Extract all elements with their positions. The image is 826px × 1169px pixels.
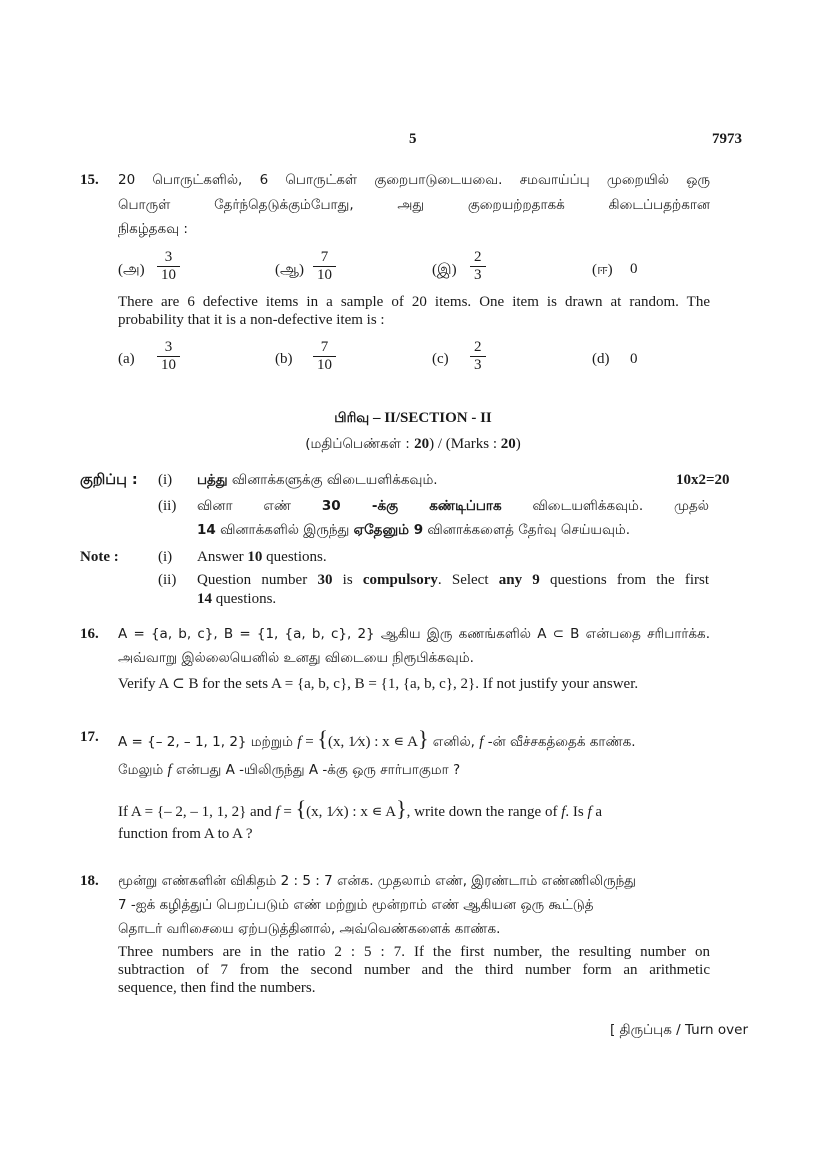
- q15-en-option-b-label: (b): [275, 351, 293, 367]
- q17-en-pair-close: ) : x ∊ A: [343, 804, 397, 820]
- q16-tamil-line-2: அவ்வாறு இல்லையெனில் உனது விடையை நிரூபிக்கவும்.: [118, 650, 474, 666]
- question-number-16: 16.: [80, 626, 99, 642]
- q15-en-option-a-fraction: [157, 339, 180, 374]
- set-brace-open-icon: {: [317, 726, 328, 751]
- q18-english-line-1: Three numbers are in the ratio 2 : 5 : 7. If the first number, the resulting number on: [118, 944, 710, 960]
- q15-ta-option-c-fraction: [470, 249, 486, 284]
- q15-ta-option-a-fraction: [157, 249, 180, 284]
- section-title: [0, 408, 826, 428]
- q18-tamil-line-3: தொடர் வரிசையை ஏற்படுத்தினால், அவ்வெண்களைக் காண்க.: [118, 921, 501, 937]
- q17-en-equals: =: [279, 804, 296, 820]
- q15-tamil-line-1: 20 பொருட்களில், 6 பொருட்கள் குறைபாடுடையவை. சமவாய்ப்பு முறையில் ஒரு: [118, 172, 710, 188]
- q15-ta-option-b-fraction: [313, 249, 336, 284]
- note-en-i-text: [197, 549, 327, 566]
- note-en-ii-bold-30: 30: [317, 572, 333, 588]
- note-en-i-label: (i): [158, 549, 173, 565]
- marks-close: ): [515, 436, 521, 452]
- q15-en-option-c-fraction: [470, 339, 486, 374]
- q18-english-line-2: subtraction of 7 from the second number and the third number form an arithmetic: [118, 962, 710, 978]
- q15-ta-option-a-label: (அ): [118, 262, 145, 278]
- note-en-ii-bold-14: 14: [197, 591, 212, 607]
- section-marks: [0, 434, 826, 454]
- q17-en-f-symbol-3: f: [587, 804, 592, 820]
- q15-tamil-line-2: பொருள் தேர்ந்தெடுக்கும்போது, அது குறையற்றதாகக் கிடைப்பதற்கான: [118, 197, 710, 213]
- fraction-denominator: 10: [313, 356, 336, 374]
- q17-en-reciprocal: 1⁄x: [326, 804, 344, 820]
- set-brace-close-icon: }: [396, 796, 407, 821]
- note-en-ii-a: Question number: [197, 572, 318, 588]
- q15-en-option-a-label: (a): [118, 351, 135, 367]
- q17-english-line-2: function from A to A ?: [118, 826, 253, 842]
- note-label-english: Note :: [80, 549, 119, 565]
- q15-en-option-d-label: (d): [592, 351, 610, 367]
- note-en-ii-d: questions from the first: [539, 572, 709, 588]
- q17-f-symbol: f: [297, 734, 302, 750]
- note-en-i-a: Answer: [197, 549, 248, 565]
- fraction-denominator: 10: [157, 266, 180, 284]
- q17-ta-after-2: -ன் வீச்சகத்தைக் காண்க.: [483, 734, 636, 750]
- note-en-i-bold: 10: [247, 549, 263, 565]
- q15-en-option-c-label: (c): [432, 351, 449, 367]
- q17-ta-line2-a: மேலும்: [118, 762, 168, 778]
- note-ta-ii-a: வினா எண்: [197, 498, 322, 514]
- fraction-numerator: 3: [164, 339, 173, 355]
- marks-value: 20: [414, 436, 430, 452]
- q15-ta-option-b-label: (ஆ): [275, 262, 304, 278]
- q17-en-f-symbol: f: [275, 804, 280, 820]
- section-title-english: – II/SECTION - II: [369, 410, 492, 426]
- note-en-ii-bold-any9: any 9: [498, 572, 540, 588]
- set-brace-close-icon: }: [417, 726, 429, 751]
- note-en-ii-bold-compulsory: compulsory: [362, 572, 438, 588]
- q18-tamil-line-2: 7 -ஐக் கழித்துப் பெறப்படும் எண் மற்றும் மூன்றாம் எண் ஆகியன ஒரு கூட்டுத்: [118, 897, 594, 913]
- turn-over-text: [ திருப்புக / Turn over: [609, 1022, 748, 1038]
- note-en-ii-c: . Select: [437, 572, 499, 588]
- note-ta-ii-bold-any9: ஏதேனும் 9: [353, 522, 424, 538]
- q17-reciprocal: 1⁄x: [347, 734, 366, 750]
- note-en-ii-line-1: [197, 572, 709, 589]
- q17-tamil-line-1: [118, 726, 636, 752]
- note-en-ii-line-2: [197, 591, 276, 608]
- fraction-numerator: 2: [474, 249, 482, 265]
- q17-pair-open: (x,: [327, 734, 348, 750]
- q17-set-a: A = {– 2, – 1, 1, 2} மற்றும்: [118, 734, 298, 750]
- q15-en-option-b-fraction: [313, 339, 336, 374]
- q17-en-b: , write down the range of: [406, 804, 562, 820]
- note-label-tamil: குறிப்பு :: [80, 472, 138, 488]
- q15-en-option-d-value: 0: [630, 351, 638, 367]
- note-ta-ii-b: விடையளிக்கவும். முதல்: [501, 498, 709, 514]
- note-ta-i-bold: பத்து: [197, 472, 228, 488]
- page-number: 5: [409, 131, 417, 147]
- q18-english-line-3: sequence, then find the numbers.: [118, 980, 316, 996]
- note-ta-ii-line-2: [197, 522, 630, 540]
- question-number-18: 18.: [80, 873, 99, 889]
- q17-en-c: . Is: [565, 804, 588, 820]
- fraction-numerator: 3: [164, 249, 173, 265]
- q17-en-d: a: [591, 804, 603, 820]
- question-number-17: 17.: [80, 729, 99, 745]
- fraction-numerator: 7: [320, 249, 329, 265]
- q17-f-symbol-3: f: [167, 762, 172, 778]
- q16-tamil-line-1: A = {a, b, c}, B = {1, {a, b, c}, 2} ஆகிய இரு கணங்களில் A ⊂ B என்பதை சரிபார்க்க.: [118, 626, 710, 642]
- paper-code: 7973: [712, 131, 742, 147]
- note-ta-i-text: [197, 472, 438, 490]
- note-ta-ii-line-1: [197, 498, 709, 516]
- note-en-i-b: questions.: [262, 549, 327, 565]
- q17-ta-line2-b: என்பது A -யிலிருந்து A -க்கு ஒரு சார்பாகுமா ?: [171, 762, 461, 778]
- fraction-denominator: 3: [470, 266, 486, 284]
- marks-tamil: (மதிப்பெண்கள் :: [305, 436, 415, 452]
- q18-tamil-line-1: மூன்று எண்களின் விகிதம் 2 : 5 : 7 என்க. முதலாம் எண், இரண்டாம் எண்ணிலிருந்து: [118, 873, 636, 889]
- fraction-denominator: 10: [313, 266, 336, 284]
- q17-ta-after: எனில்,: [428, 734, 480, 750]
- q17-tamil-line-2: [118, 762, 460, 780]
- turn-over-note: [610, 1020, 748, 1040]
- fraction-numerator: 2: [474, 339, 482, 355]
- fraction-denominator: 3: [470, 356, 486, 374]
- note-en-ii-label: (ii): [158, 572, 177, 588]
- marks-value-2: 20: [500, 436, 516, 452]
- marks-english: ) / (Marks :: [429, 436, 501, 452]
- q17-en-f-symbol-2: f: [561, 804, 566, 820]
- q17-en-a: If A = {– 2, – 1, 1, 2} and: [118, 804, 276, 820]
- q15-ta-option-d-value: 0: [630, 261, 638, 277]
- q15-ta-option-c-label: (இ): [432, 262, 457, 278]
- note-en-ii-line2-rest: questions.: [212, 591, 277, 607]
- fraction-numerator: 7: [320, 339, 329, 355]
- q15-english-line-2: probability that it is a non-defective item is :: [118, 312, 385, 328]
- question-number-15: 15.: [80, 172, 99, 188]
- note-ta-ii-line2-a: வினாக்களில் இருந்து: [215, 522, 354, 538]
- q15-english-line-1: There are 6 defective items in a sample of 20 items. One item is drawn at random. The: [118, 294, 710, 310]
- note-ta-ii-label: (ii): [158, 498, 177, 514]
- marks-formula: 10x2=20: [676, 472, 730, 488]
- note-ta-ii-bold-14: 14: [197, 522, 216, 538]
- note-ta-i-rest: வினாக்களுக்கு விடையளிக்கவும்.: [227, 472, 438, 488]
- q15-ta-option-d-label: (ஈ): [592, 262, 613, 278]
- q16-english-line: Verify A ⊂ B for the sets A = {a, b, c}, B = {1, {a, b, c}, 2}. If not justify your answer.: [118, 676, 639, 692]
- note-ta-i-label: (i): [158, 472, 173, 488]
- section-title-tamil: பிரிவு: [334, 410, 370, 426]
- note-en-ii-b: is: [332, 572, 363, 588]
- q15-tamil-line-3: நிகழ்தகவு :: [118, 221, 188, 237]
- note-ta-ii-line2-b: வினாக்களைத் தேர்வு செய்யவும்.: [423, 522, 631, 538]
- note-ta-ii-bold: 30 -க்கு கண்டிப்பாக: [321, 498, 502, 514]
- set-brace-open-icon: {: [295, 796, 307, 821]
- q17-english-line-1: [118, 796, 602, 822]
- q17-equals: =: [301, 734, 318, 750]
- q17-pair-close: ) : x ∊ A: [365, 734, 418, 750]
- q17-f-symbol-2: f: [479, 734, 484, 750]
- q17-en-pair-open: (x,: [306, 804, 327, 820]
- fraction-denominator: 10: [157, 356, 180, 374]
